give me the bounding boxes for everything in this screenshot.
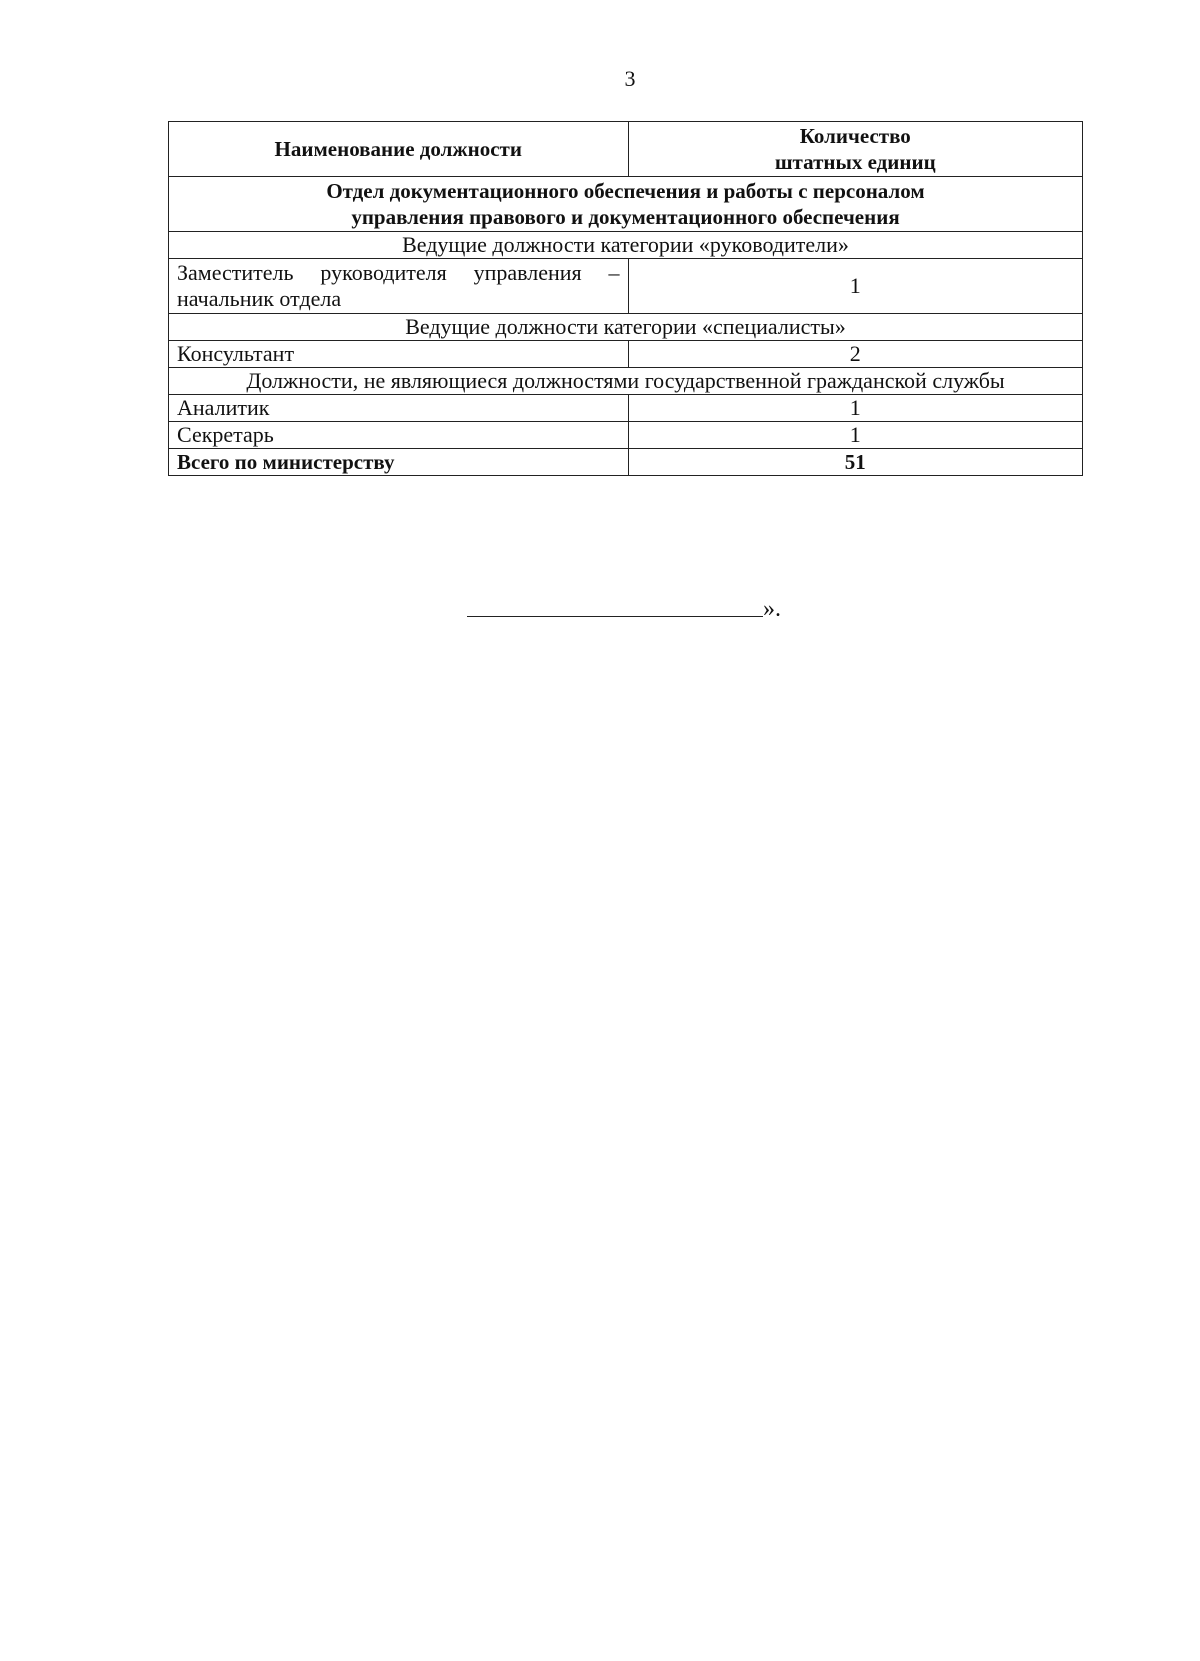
department-title xyxy=(169,177,1083,232)
closing-mark xyxy=(467,592,781,623)
closing-underline xyxy=(467,592,763,617)
category-row-managers xyxy=(169,232,1083,259)
table-row xyxy=(169,341,1083,368)
category-row-non-civil xyxy=(169,368,1083,395)
category-row-specialists xyxy=(169,314,1083,341)
table-row xyxy=(169,422,1083,449)
department-row xyxy=(169,177,1083,232)
department-title-line2: управления правового и документационного обеспечения xyxy=(351,205,900,229)
header-staff-count-line1: Количество xyxy=(799,124,911,148)
header-position-name: Наименование должности xyxy=(169,122,629,177)
position-secretary: Секретарь xyxy=(169,422,629,449)
category-non-civil-service: Должности, не являющиеся должностями государственной гражданской службы xyxy=(169,368,1083,395)
closing-quote: ». xyxy=(763,596,781,622)
table-row xyxy=(169,395,1083,422)
qty-deputy-head: 1 xyxy=(628,259,1082,314)
table-header-row xyxy=(169,122,1083,177)
position-analyst: Аналитик xyxy=(169,395,629,422)
staff-table xyxy=(168,121,1083,476)
department-title-line1: Отдел документационного обеспечения и работы с персоналом xyxy=(326,179,925,203)
total-label: Всего по министерству xyxy=(169,449,629,476)
header-staff-count xyxy=(628,122,1082,177)
table-row xyxy=(169,259,1083,314)
qty-secretary: 1 xyxy=(628,422,1082,449)
category-managers: Ведущие должности категории «руководители» xyxy=(169,232,1083,259)
header-staff-count-line2: штатных единиц xyxy=(774,150,936,174)
qty-analyst: 1 xyxy=(628,395,1082,422)
qty-consultant: 2 xyxy=(628,341,1082,368)
total-value: 51 xyxy=(628,449,1082,476)
page-number: 3 xyxy=(624,66,636,91)
total-row xyxy=(169,449,1083,476)
category-specialists: Ведущие должности категории «специалисты» xyxy=(169,314,1083,341)
position-consultant: Консультант xyxy=(169,341,629,368)
position-deputy-head: Заместитель руководителя управления – начальник отдела xyxy=(169,259,629,314)
